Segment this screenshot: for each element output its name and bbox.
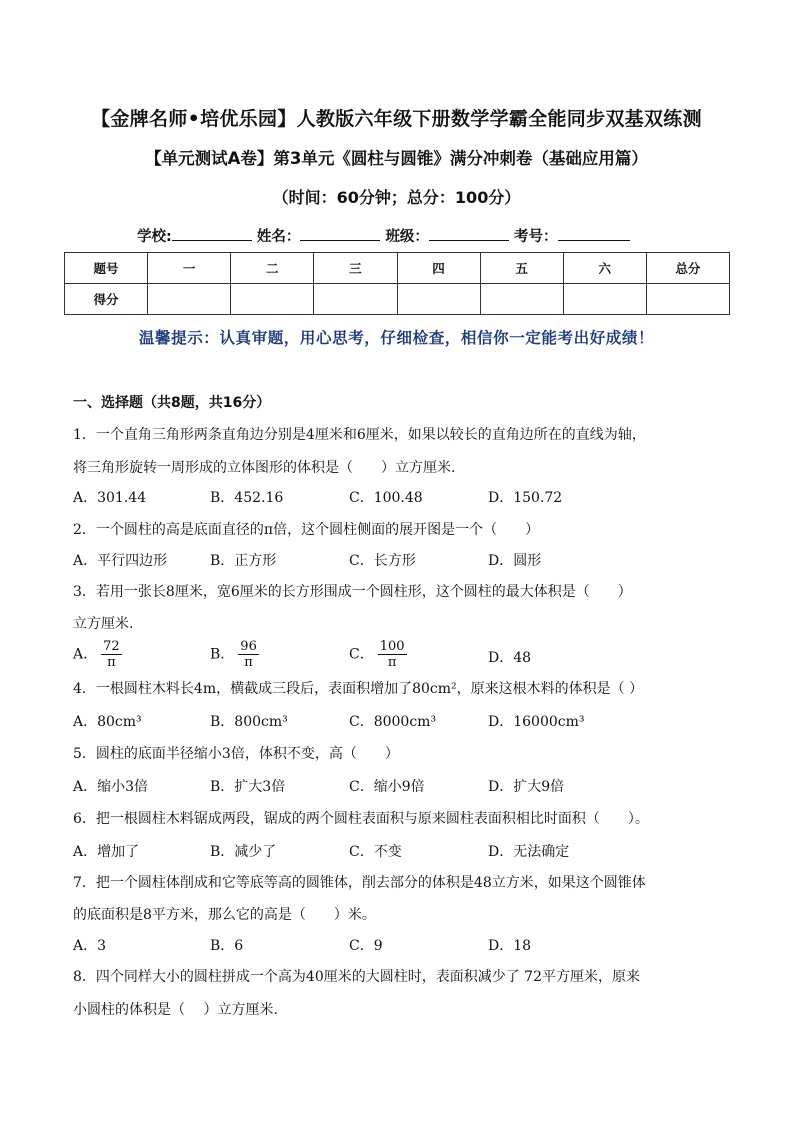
- question-6-option-b[interactable]: [210, 841, 276, 861]
- question-3-text: 立方厘米.: [73, 616, 134, 632]
- time-info: （时间：60分钟；总分：100分）: [272, 188, 521, 207]
- question-6-text: 6．把一根圆柱木料锯成两段，锯成的两个圆柱表面积与原来圆柱表面积相比时面积（ ）。: [73, 811, 649, 827]
- question-1-option-a[interactable]: [73, 487, 146, 507]
- option-label: C．9: [349, 938, 383, 954]
- option-label: C．不变: [349, 844, 402, 860]
- question-7-option-d[interactable]: [488, 935, 531, 955]
- question-2-text: 2．一个圆柱的高是底面直径的π倍，这个圆柱侧面的展开图是一个（ ）: [73, 522, 540, 538]
- score-table-header-row: [65, 253, 730, 284]
- question-8-text: 小圆柱的体积是（ ）立方厘米.: [73, 1002, 278, 1018]
- name-blank[interactable]: [300, 226, 380, 241]
- fraction-denominator: π: [244, 655, 253, 670]
- fraction-numerator: 72: [103, 639, 120, 654]
- option-label: B．: [210, 646, 235, 663]
- document-title: 【金牌名师•培优乐园】人教版六年级下册数学学霸全能同步双基双练测: [91, 108, 702, 130]
- score-cell[interactable]: [314, 284, 397, 315]
- score-cell[interactable]: [646, 284, 729, 315]
- option-label: A．: [73, 646, 98, 663]
- option-label: C．: [349, 646, 374, 663]
- question-5-text: 5．圆柱的底面半径缩小3倍，体积不变，高（ ）: [73, 746, 399, 762]
- question-4-option-a[interactable]: [73, 711, 142, 731]
- fraction-denominator: π: [107, 655, 116, 670]
- header-cell: 题号: [65, 253, 148, 284]
- school-label: 学校:: [137, 229, 172, 245]
- option-label: D．150.72: [488, 490, 563, 506]
- fraction: [101, 639, 122, 670]
- option-label: D．圆形: [488, 553, 542, 569]
- header-cell: 五: [480, 253, 563, 284]
- score-cell[interactable]: [480, 284, 563, 315]
- question-5-option-c[interactable]: [349, 776, 425, 796]
- name-label: 姓名：: [256, 229, 301, 245]
- question-7-option-a[interactable]: [73, 935, 106, 955]
- question-4-option-c[interactable]: [349, 711, 436, 731]
- school-blank[interactable]: [172, 226, 252, 241]
- question-5-option-b[interactable]: [210, 776, 285, 796]
- option-label: A．301.44: [73, 490, 147, 506]
- question-2-option-b[interactable]: [210, 550, 276, 570]
- question-2-option-c[interactable]: [349, 550, 416, 570]
- question-1-option-d[interactable]: [488, 487, 562, 507]
- question-3-option-d[interactable]: [488, 647, 531, 667]
- exam-number-label: 考号：: [514, 229, 558, 245]
- fraction-numerator: 96: [240, 639, 257, 654]
- option-label: C．100.48: [349, 490, 423, 506]
- section-title: 一、选择题（共8题，共16分）: [73, 395, 271, 411]
- question-6-option-d[interactable]: [488, 841, 569, 861]
- header-cell: 二: [231, 253, 314, 284]
- score-cell[interactable]: [397, 284, 480, 315]
- option-label: C．缩小9倍: [349, 779, 425, 795]
- score-cell[interactable]: [563, 284, 646, 315]
- option-label: B．减少了: [210, 844, 277, 860]
- question-1-option-b[interactable]: [210, 487, 283, 507]
- option-label: D．16000cm³: [488, 714, 585, 730]
- question-6-option-c[interactable]: [349, 841, 402, 861]
- fraction: [238, 639, 259, 670]
- question-1-option-c[interactable]: [349, 487, 423, 507]
- question-4-option-b[interactable]: [210, 711, 288, 731]
- class-label: 班级：: [385, 229, 429, 245]
- option-label: C．8000cm³: [349, 714, 437, 730]
- option-label: A．80cm³: [73, 714, 142, 730]
- question-3-option-b[interactable]: [210, 639, 259, 670]
- header-cell: 六: [563, 253, 646, 284]
- question-6-option-a[interactable]: [73, 841, 139, 861]
- header-cell: 一: [148, 253, 231, 284]
- option-label: C．长方形: [349, 553, 416, 569]
- question-3-text: 3．若用一张长8厘米，宽6厘米的长方形围成一个圆柱形，这个圆柱的最大体积是（ ）: [73, 584, 632, 600]
- question-7-text: 的底面积是8平方米，那么它的高是（ ）米。: [73, 907, 376, 923]
- option-label: D．18: [488, 938, 532, 954]
- tip-text: 温馨提示：认真审题，用心思考，仔细检查，相信你一定能考出好成绩！: [138, 328, 655, 347]
- question-1-text: 将三角形旋转一周形成的立体图形的体积是（ ）立方厘米.: [73, 460, 456, 476]
- option-label: A．平行四边形: [73, 553, 168, 569]
- question-7-option-b[interactable]: [210, 935, 243, 955]
- score-table-score-row: [65, 284, 730, 315]
- question-3-option-a[interactable]: [73, 639, 122, 670]
- fraction: [378, 639, 407, 670]
- score-cell[interactable]: [148, 284, 231, 315]
- question-7-option-c[interactable]: [349, 935, 383, 955]
- option-label: B．正方形: [210, 553, 277, 569]
- question-1-text: 1．一个直角三角形两条直角边分别是4厘米和6厘米，如果以较长的直角边所在的直线为轴，: [73, 427, 646, 443]
- fraction-numerator: 100: [379, 639, 405, 654]
- exam-number-blank[interactable]: [558, 226, 630, 241]
- header-cell: 总分: [646, 253, 729, 284]
- option-label: D．无法确定: [488, 844, 570, 860]
- score-row-label: 得分: [65, 284, 148, 315]
- option-label: A．增加了: [73, 844, 140, 860]
- option-label: B．扩大3倍: [210, 779, 286, 795]
- question-8-text: 8．四个同样大小的圆柱拼成一个高为40厘米的大圆柱时，表面积减少了 72平方厘米，原来: [73, 969, 640, 985]
- question-5-option-a[interactable]: [73, 776, 148, 796]
- class-blank[interactable]: [429, 226, 509, 241]
- question-7-text: 7．把一个圆柱体削成和它等底等高的圆锥体，削去部分的体积是48立方米，如果这个圆锥体: [73, 875, 646, 891]
- question-4-text: 4．一根圆柱木料长4m，横截成三段后，表面积增加了80cm²，原来这根木料的体积是（ ）: [73, 681, 644, 697]
- header-cell: 四: [397, 253, 480, 284]
- header-cell: 三: [314, 253, 397, 284]
- option-label: D．扩大9倍: [488, 779, 565, 795]
- option-label: B．800cm³: [210, 714, 288, 730]
- option-label: A．缩小3倍: [73, 779, 149, 795]
- option-label: D．48: [488, 650, 532, 666]
- question-4-option-d[interactable]: [488, 711, 585, 731]
- score-table: [64, 252, 730, 315]
- question-2-option-d[interactable]: [488, 550, 541, 570]
- option-label: A．3: [73, 938, 107, 954]
- option-label: B．6: [210, 938, 244, 954]
- question-5-option-d[interactable]: [488, 776, 564, 796]
- score-cell[interactable]: [231, 284, 314, 315]
- student-info-line: [137, 225, 630, 246]
- option-label: B．452.16: [210, 490, 284, 506]
- question-2-option-a[interactable]: [73, 550, 167, 570]
- fraction-denominator: π: [387, 655, 397, 670]
- document-subtitle: 【单元测试A卷】第3单元《圆柱与圆锥》满分冲刺卷（基础应用篇）: [145, 149, 648, 168]
- question-3-option-c[interactable]: [349, 639, 407, 670]
